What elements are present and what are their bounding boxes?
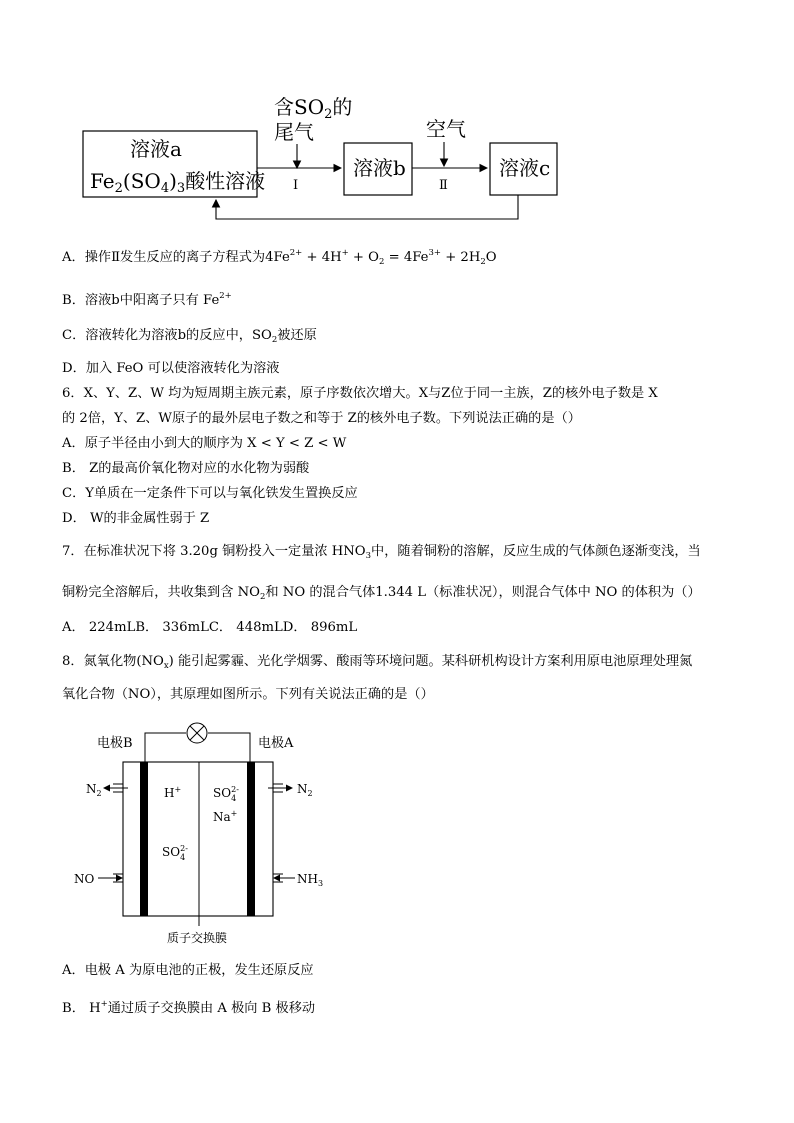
ion-sulfate-left: $SO_42-$ <box>162 844 188 862</box>
q6-option-d: D． W的非金属性弱于 Z <box>62 511 210 526</box>
ion-na-plus: Na+ <box>213 809 238 824</box>
electrode-a-label: 电极A <box>258 736 294 751</box>
cell-diagram <box>0 710 794 950</box>
gas-so2-label: 含$SO_2$的 <box>274 95 353 122</box>
ion-sulfate-right: $SO_42-$ <box>213 785 239 803</box>
q7-stem-line1: 7．在标准状况下将 3.20g 铜粉投入一定量浓 $HNO_3$中，随着铜粉的溶解，反应生成的气体颜色逐渐变浅，当 <box>62 544 701 561</box>
q7-options: A． 224mLB． 336mLC． 448mLD． 896mL <box>62 620 358 635</box>
q6-option-b: B． Z的最高价氧化物对应的水化物为弱酸 <box>62 461 310 476</box>
ion-h-plus: H+ <box>164 785 182 800</box>
q6-option-a: A．原子半径由小到大的顺序为 X < Y < Z < W <box>62 436 347 451</box>
electrode-b-label: 电极B <box>97 736 133 751</box>
q7-stem-line2: 铜粉完全溶解后，共收集到含 $NO_2$和 NO 的混合气体1.344 L（标准状况），则混合气体中 NO 的体积为（） <box>62 585 701 602</box>
q8-stem-line2: 氧化合物（NO），其原理如图所示。下列有关说法正确的是（） <box>62 687 434 702</box>
box-c-label: 溶液c <box>499 156 551 180</box>
step-1-label: Ⅰ <box>293 178 299 193</box>
gas-nh3: $NH_3$ <box>297 872 324 888</box>
gas-n2-right: $N_2$ <box>297 782 313 798</box>
arrow-c-to-a-return <box>216 195 518 219</box>
membrane-label: 质子交换膜 <box>167 931 228 945</box>
q8-option-a: A．电极 A 为原电池的正极，发生还原反应 <box>62 963 314 978</box>
gas-so2-label-line2: 尾气 <box>274 120 314 144</box>
gas-air-label: 空气 <box>426 117 466 141</box>
box-a-title: 溶液a <box>130 137 182 161</box>
q5-option-b: B．溶液b中阳离子只有 $Fe^{2+}$ <box>62 291 232 308</box>
box-b-label: 溶液b <box>353 156 406 180</box>
flow-diagram <box>0 0 794 235</box>
q5-option-c: C．溶液转化为溶液b的反应中，$SO_2$被还原 <box>62 328 317 345</box>
gas-no: NO <box>74 872 95 886</box>
gas-n2-left: $N_2$ <box>86 782 102 798</box>
electrode-b <box>140 762 148 916</box>
q6-stem-line1: 6．X、Y、Z、W 均为短周期主族元素，原子序数依次增大。X与Z位于同一主族，Z的核外电子数是 X <box>62 386 658 401</box>
q8-stem-line1: 8．氮氧化物$(NO_x)$ 能引起雾霾、光化学烟雾、酸雨等环境问题。某科研机构设计方案利用原电池原理处理氮 <box>62 654 693 671</box>
electrode-a <box>247 762 255 916</box>
q6-option-c: C．Y单质在一定条件下可以与氧化铁发生置换反应 <box>62 486 358 501</box>
q5-option-d: D．加入 FeO 可以使溶液转化为溶液 <box>62 361 280 376</box>
q5-option-a: A．操作Ⅱ发生反应的离子方程式为$4Fe^{2+} + 4H^+ + O_2 = 4Fe^{3+} + 2H_2O$ <box>62 248 497 267</box>
q6-stem-line2: 的 2倍，Y、Z、W原子的最外层电子数之和等于 Z的核外电子数。下列说法正确的是（） <box>62 411 581 426</box>
box-a-formula: $Fe_2(SO_4)_3$酸性溶液 <box>90 169 266 196</box>
step-2-label: Ⅱ <box>439 178 448 193</box>
q8-option-b: B． H+通过质子交换膜由 A 极向 B 极移动 <box>62 999 316 1016</box>
bulb-icon <box>187 723 207 743</box>
